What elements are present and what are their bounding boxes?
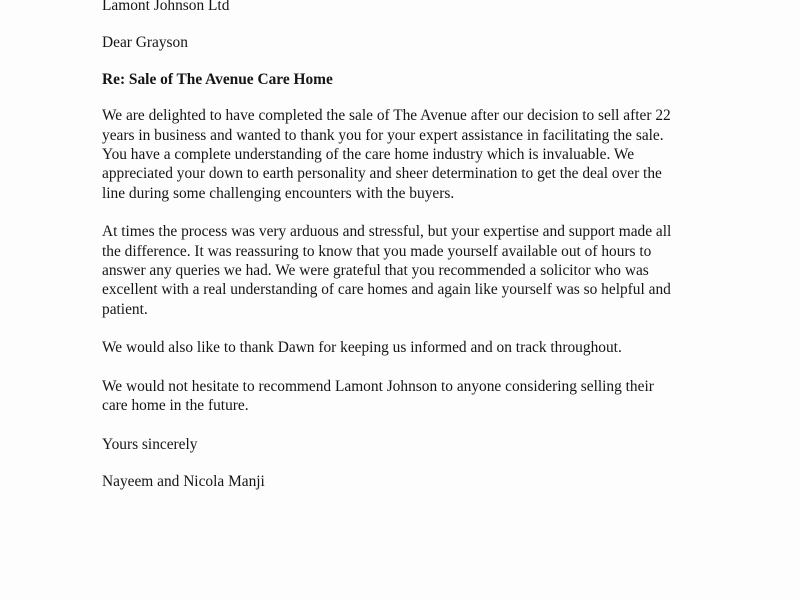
paragraph-line: excellent with a real understanding of care homes and again like yourself was so helpful and — [102, 281, 671, 299]
paragraph-line: line during some challenging encounters with the buyers. — [102, 184, 455, 202]
subject-line: Re: Sale of The Avenue Care Home — [102, 70, 333, 88]
paragraph-4 — [102, 377, 742, 416]
paragraph-1 — [102, 106, 742, 203]
paragraph-line: You have a complete understanding of the care home industry which is invaluable. We — [102, 146, 635, 164]
salutation: Dear Grayson — [102, 34, 188, 52]
paragraph-line: care home in the future. — [102, 397, 249, 415]
signatories: Nayeem and Nicola Manji — [102, 472, 265, 490]
paragraph-line: We are delighted to have completed the sale of The Avenue after our decision to sell after 22 — [102, 107, 671, 125]
paragraph-line: appreciated your down to earth personality and sheer determination to get the deal over the — [102, 165, 662, 183]
paragraph-2 — [102, 222, 742, 319]
paragraph-line: At times the process was very arduous and stressful, but your expertise and support made all — [102, 223, 672, 241]
paragraph-line: answer any queries we had. We were grateful that you recommended a solicitor who was — [102, 262, 649, 280]
addressee: Lamont Johnson Ltd — [102, 0, 230, 14]
closing: Yours sincerely — [102, 435, 198, 453]
letter-body — [102, 0, 742, 491]
paragraph-line: years in business and wanted to thank you for your expert assistance in facilitating the sale. — [102, 126, 664, 144]
paragraph-line: the difference. It was reassuring to know that you made yourself available out of hours to — [102, 242, 652, 260]
paragraph-line: We would also like to thank Dawn for keeping us informed and on track throughout. — [102, 339, 622, 357]
paragraph-3 — [102, 338, 742, 357]
paragraph-line: We would not hesitate to recommend Lamont Johnson to anyone considering selling their — [102, 377, 654, 395]
paragraph-line: patient. — [102, 300, 148, 318]
